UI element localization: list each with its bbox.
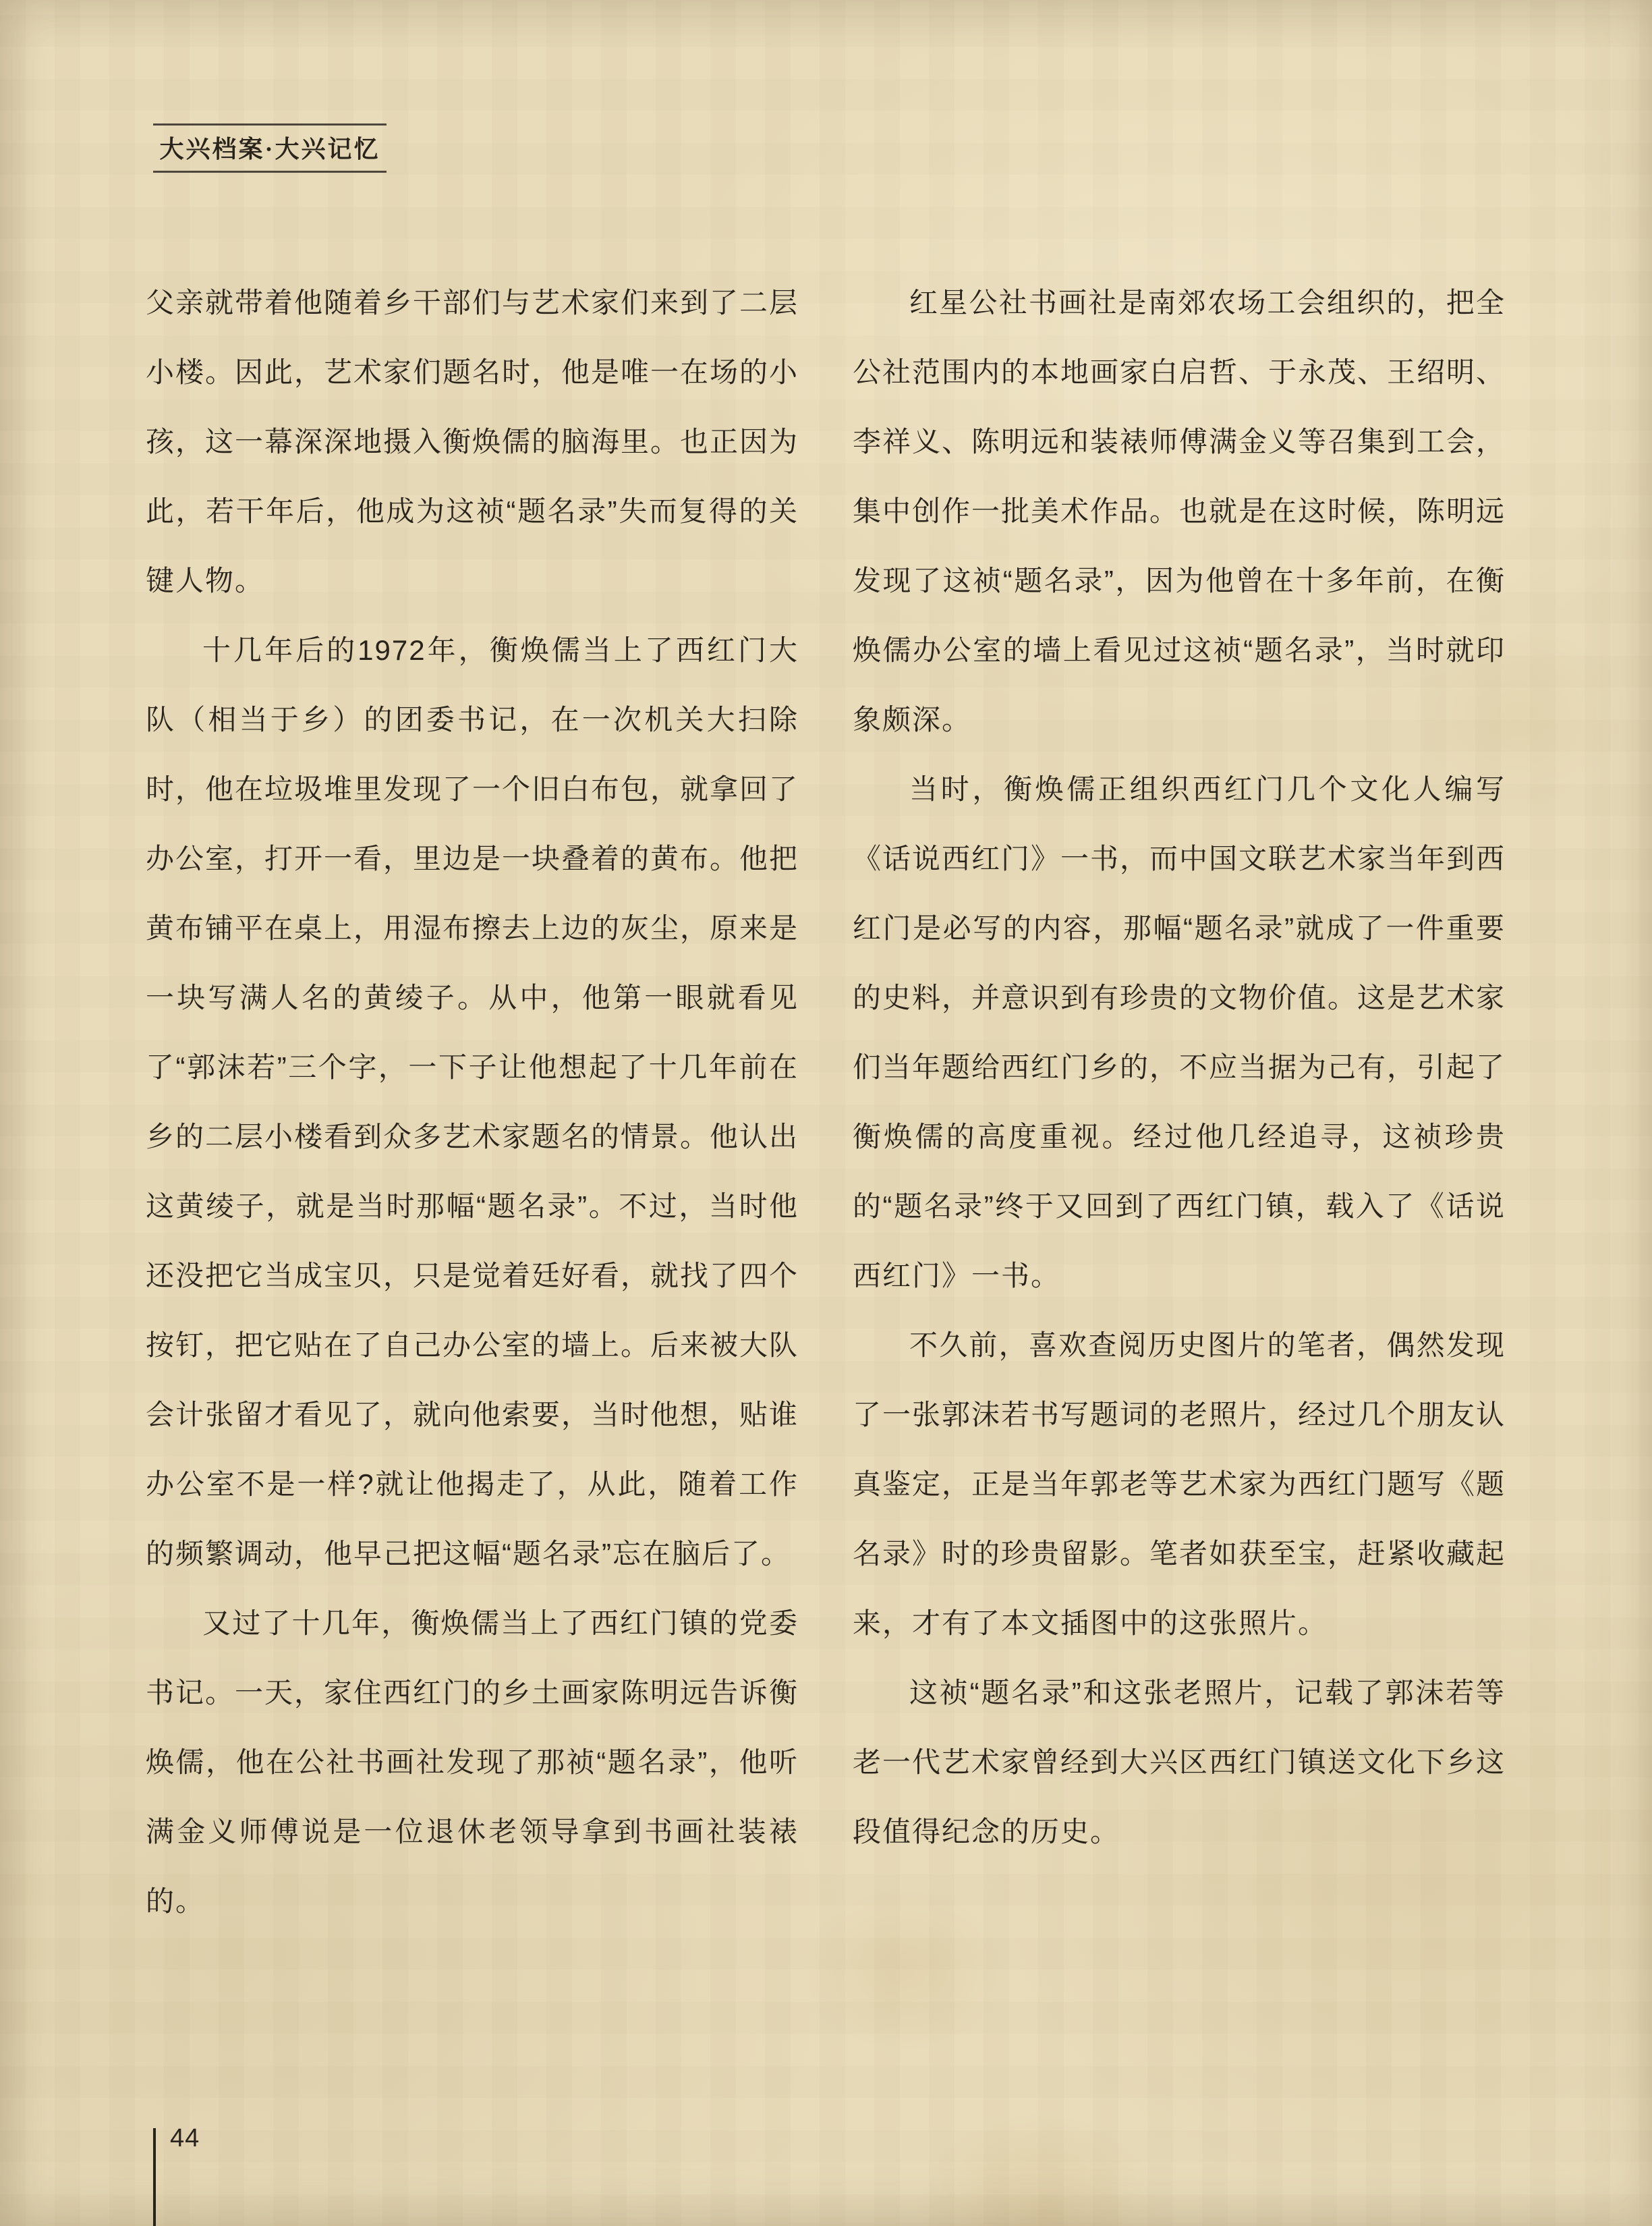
page-number: 44 — [170, 2124, 200, 2152]
text-column-right — [853, 268, 1506, 1866]
paragraph: 又过了十几年，衡焕儒当上了西红门镇的党委书记。一天，家住西红门的乡土画家陈明远告诉衡焕儒，他在公社书画社发现了那祯“题名录”，他听满金义师傅说是一位退休老领导拿到书画社装裱的。 — [146, 1607, 799, 1917]
running-head — [153, 123, 387, 173]
page-number-rule — [153, 2128, 156, 2226]
paragraph: 这祯“题名录”和这张老照片，记载了郭沫若等老一代艺术家曾经到大兴区西红门镇送文化下乡这段值得纪念的历史。 — [853, 1677, 1506, 1847]
paragraph: 父亲就带着他随着乡干部们与艺术家们来到了二层小楼。因此，艺术家们题名时，他是唯一在场的小孩，这一幕深深地摄入衡焕儒的脑海里。也正因为此，若干年后，他成为这祯“题名录”失而复得的关键人物。 — [146, 287, 799, 596]
paragraph: 不久前，喜欢查阅历史图片的笔者，偶然发现了一张郭沫若书写题词的老照片，经过几个朋友认真鉴定，正是当年郭老等艺术家为西红门题写《题名录》时的珍贵留影。笔者如获至宝，赶紧收藏起来，才有了本文插图中的这张照片。 — [853, 1329, 1506, 1639]
paragraph: 当时，衡焕儒正组织西红门几个文化人编写《话说西红门》一书，而中国文联艺术家当年到西红门是必写的内容，那幅“题名录”就成了一件重要的史料，并意识到有珍贵的文物价值。这是艺术家们当年题给西红门乡的，不应当据为己有，引起了衡焕儒的高度重视。经过他几经追寻，这祯珍贵的“题名录”终于又回到了西红门镇，载入了《话说西红门》一书。 — [853, 773, 1506, 1291]
paragraph: 红星公社书画社是南郊农场工会组织的，把全公社范围内的本地画家白启哲、于永茂、王绍明、李祥义、陈明远和装裱师傅满金义等召集到工会，集中创作一批美术作品。也就是在这时候，陈明远发现了这祯“题名录”，因为他曾在十多年前，在衡焕儒办公室的墙上看见过这祯“题名录”，当时就印象颇深。 — [853, 287, 1506, 735]
text-column-left — [146, 268, 799, 1936]
running-head-title: 大兴档案·大兴记忆 — [159, 136, 380, 163]
paragraph: 十几年后的1972年，衡焕儒当上了西红门大队（相当于乡）的团委书记，在一次机关大扫除时，他在垃圾堆里发现了一个旧白布包，就拿回了办公室，打开一看，里边是一块叠着的黄布。他把黄布铺平在桌上，用湿布擦去上边的灰尘，原来是一块写满人名的黄绫子。从中，他第一眼就看见了“郭沫若”三个字，一下子让他想起了十几年前在乡的二层小楼看到众多艺术家题名的情景。他认出这黄绫子，就是当时那幅“题名录”。不过，当时他还没把它当成宝贝，只是觉着廷好看，就找了四个按钉，把它贴在了自己办公室的墙上。后来被大队会计张留才看见了，就向他索要，当时他想，贴谁办公室不是一样?就让他揭走了，从此，随着工作的频繁调动，他早己把这幅“题名录”忘在脑后了。 — [146, 634, 799, 1569]
